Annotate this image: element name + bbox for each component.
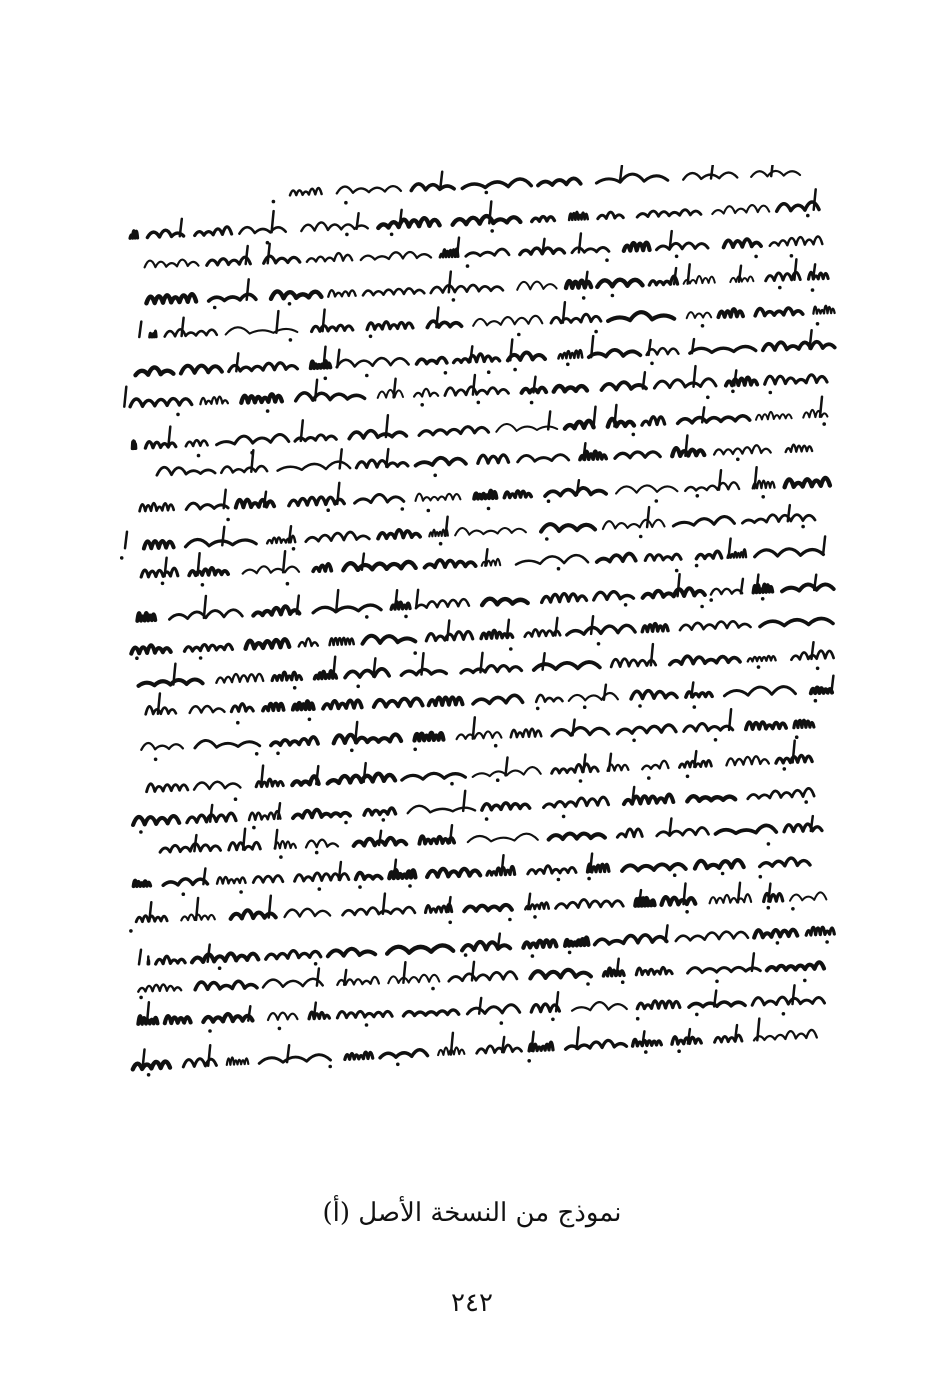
manuscript-handwriting-icon [120,165,840,1085]
manuscript-line [120,505,815,560]
manuscript-line [138,985,824,1032]
manuscript-line [140,467,830,521]
page-number: ٢٤٢ [451,1288,493,1318]
manuscript-line [146,259,828,309]
manuscript-line [141,709,814,761]
manuscript-line [139,302,834,342]
manuscript-line [141,537,825,587]
manuscript-line [137,574,833,621]
figure-caption: نموذج من النسخة الأصل (أ) [322,1198,622,1228]
manuscript-line [133,787,814,834]
manuscript-line [139,925,834,970]
manuscript-line [124,366,827,416]
manuscript-line [147,741,813,801]
manuscript-line [160,816,822,859]
manuscript-line [129,883,826,933]
manuscript-line [130,189,819,244]
manuscript-line [145,231,823,268]
manuscript-line [136,330,835,380]
manuscript-line [133,1019,817,1077]
manuscript-line [120,854,810,896]
manuscript-line [138,953,824,999]
manuscript-line [139,642,834,689]
manuscript-line [272,165,800,205]
manuscript-page-image [120,165,840,1085]
